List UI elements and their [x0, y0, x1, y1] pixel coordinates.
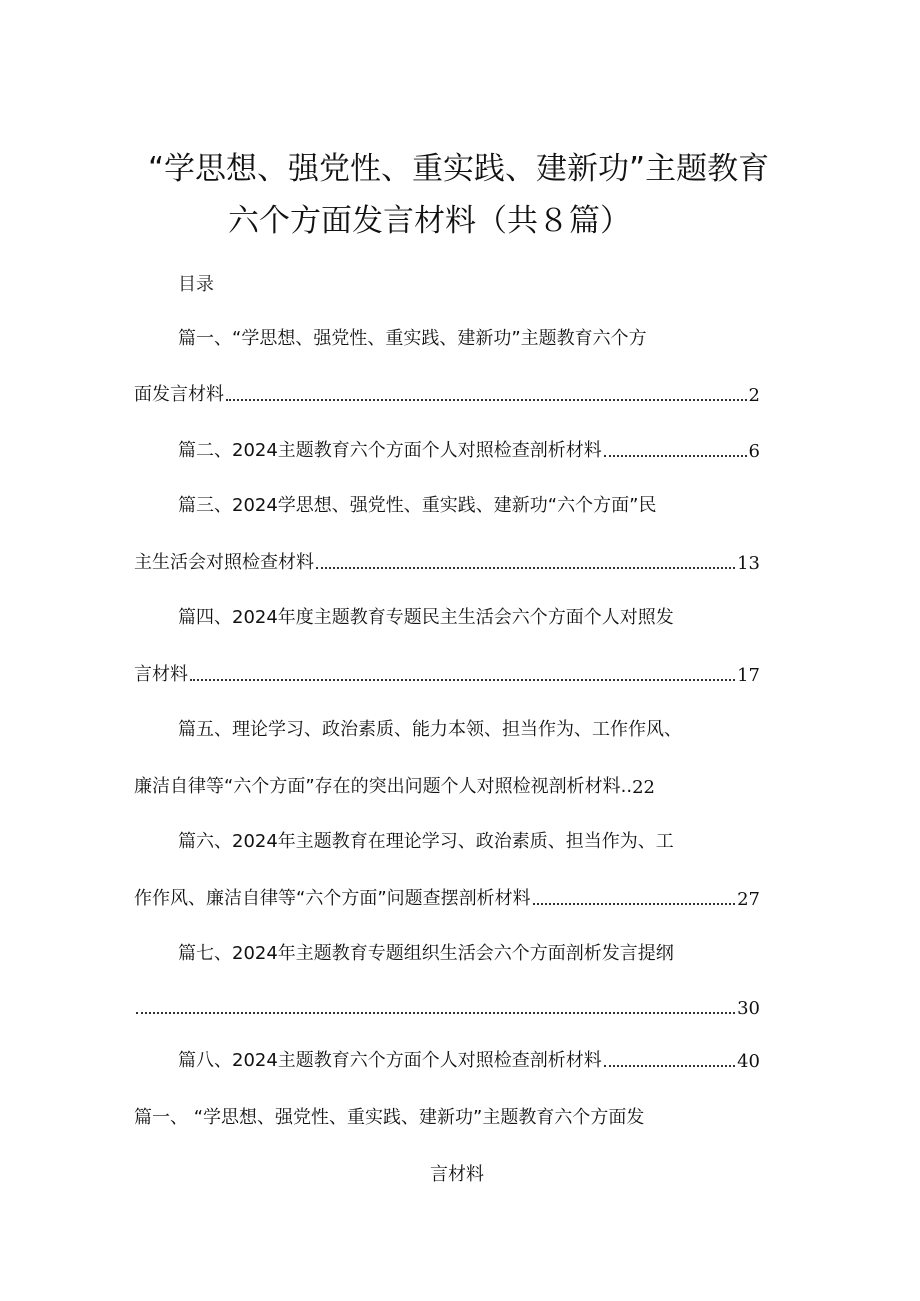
toc-entry-3-line1: 篇三、2024学思想、强党性、重实践、建新功“六个方面”民 [178, 495, 657, 516]
toc-entry-4-page: 17 [737, 665, 760, 686]
article-heading-line1: 篇一、 “学思想、强党性、重实践、建新功”主题教育六个方面发 [134, 1107, 645, 1128]
article-heading-line2: 言材料 [430, 1164, 484, 1185]
toc-entry-8-page: 40 [737, 1051, 760, 1072]
document-title-line1: “学思想、强党性、重实践、建新功”主题教育 [148, 151, 770, 187]
toc-entry-7-page: 30 [737, 998, 760, 1019]
toc-entry-4-line2: 言材料 [134, 664, 188, 685]
toc-entry-4-line1: 篇四、2024年度主题教育专题民主生活会六个方面个人对照发 [178, 607, 674, 628]
toc-entry-3[interactable] [134, 550, 760, 574]
toc-entry-4[interactable] [134, 662, 760, 686]
leader-dots [604, 455, 747, 457]
toc-entry-1-line1: 篇一、“学思想、强党性、重实践、建新功”主题教育六个方 [178, 328, 647, 349]
toc-entry-5-line2: 廉洁自律等“六个方面”存在的突出问题个人对照检视剖析材料.. [134, 776, 633, 797]
toc-entry-2[interactable] [178, 438, 760, 462]
leader-dots [533, 903, 735, 905]
toc-entry-6[interactable] [134, 886, 760, 910]
leader-dots [604, 1065, 735, 1067]
toc-entry-3-line2: 主生活会对照检查材料 [134, 552, 314, 573]
leader-dots [136, 1012, 735, 1014]
toc-entry-7[interactable] [134, 995, 760, 1019]
toc-entry-3-page: 13 [737, 553, 760, 574]
leader-dots [316, 567, 735, 569]
toc-entry-7-line1: 篇七、2024年主题教育专题组织生活会六个方面剖析发言提纲 [178, 943, 674, 964]
leader-dots [226, 399, 747, 401]
toc-heading: 目录 [178, 274, 214, 295]
toc-entry-8-line1: 篇八、2024主题教育六个方面个人对照检查剖析材料 [178, 1050, 602, 1071]
toc-entry-5-page: 22 [632, 777, 655, 798]
toc-entry-2-line1: 篇二、2024主题教育六个方面个人对照检查剖析材料 [178, 440, 602, 461]
toc-entry-1-page: 2 [748, 385, 760, 406]
toc-entry-2-page: 6 [748, 441, 760, 462]
toc-entry-8[interactable] [178, 1048, 760, 1072]
toc-entry-1-line2: 面发言材料 [134, 384, 224, 405]
document-title-line2: 六个方面发言材料（共８篇） [228, 203, 631, 239]
leader-dots [190, 679, 735, 681]
toc-entry-5[interactable] [134, 774, 760, 798]
toc-entry-1[interactable] [134, 382, 760, 406]
toc-entry-5-line1: 篇五、理论学习、政治素质、能力本领、担当作为、工作作风、 [178, 719, 682, 740]
toc-entry-6-line2: 作作风、廉洁自律等“六个方面”问题查摆剖析材料 [134, 888, 531, 909]
toc-entry-6-page: 27 [737, 889, 760, 910]
toc-entry-6-line1: 篇六、2024年主题教育在理论学习、政治素质、担当作为、工 [178, 831, 674, 852]
